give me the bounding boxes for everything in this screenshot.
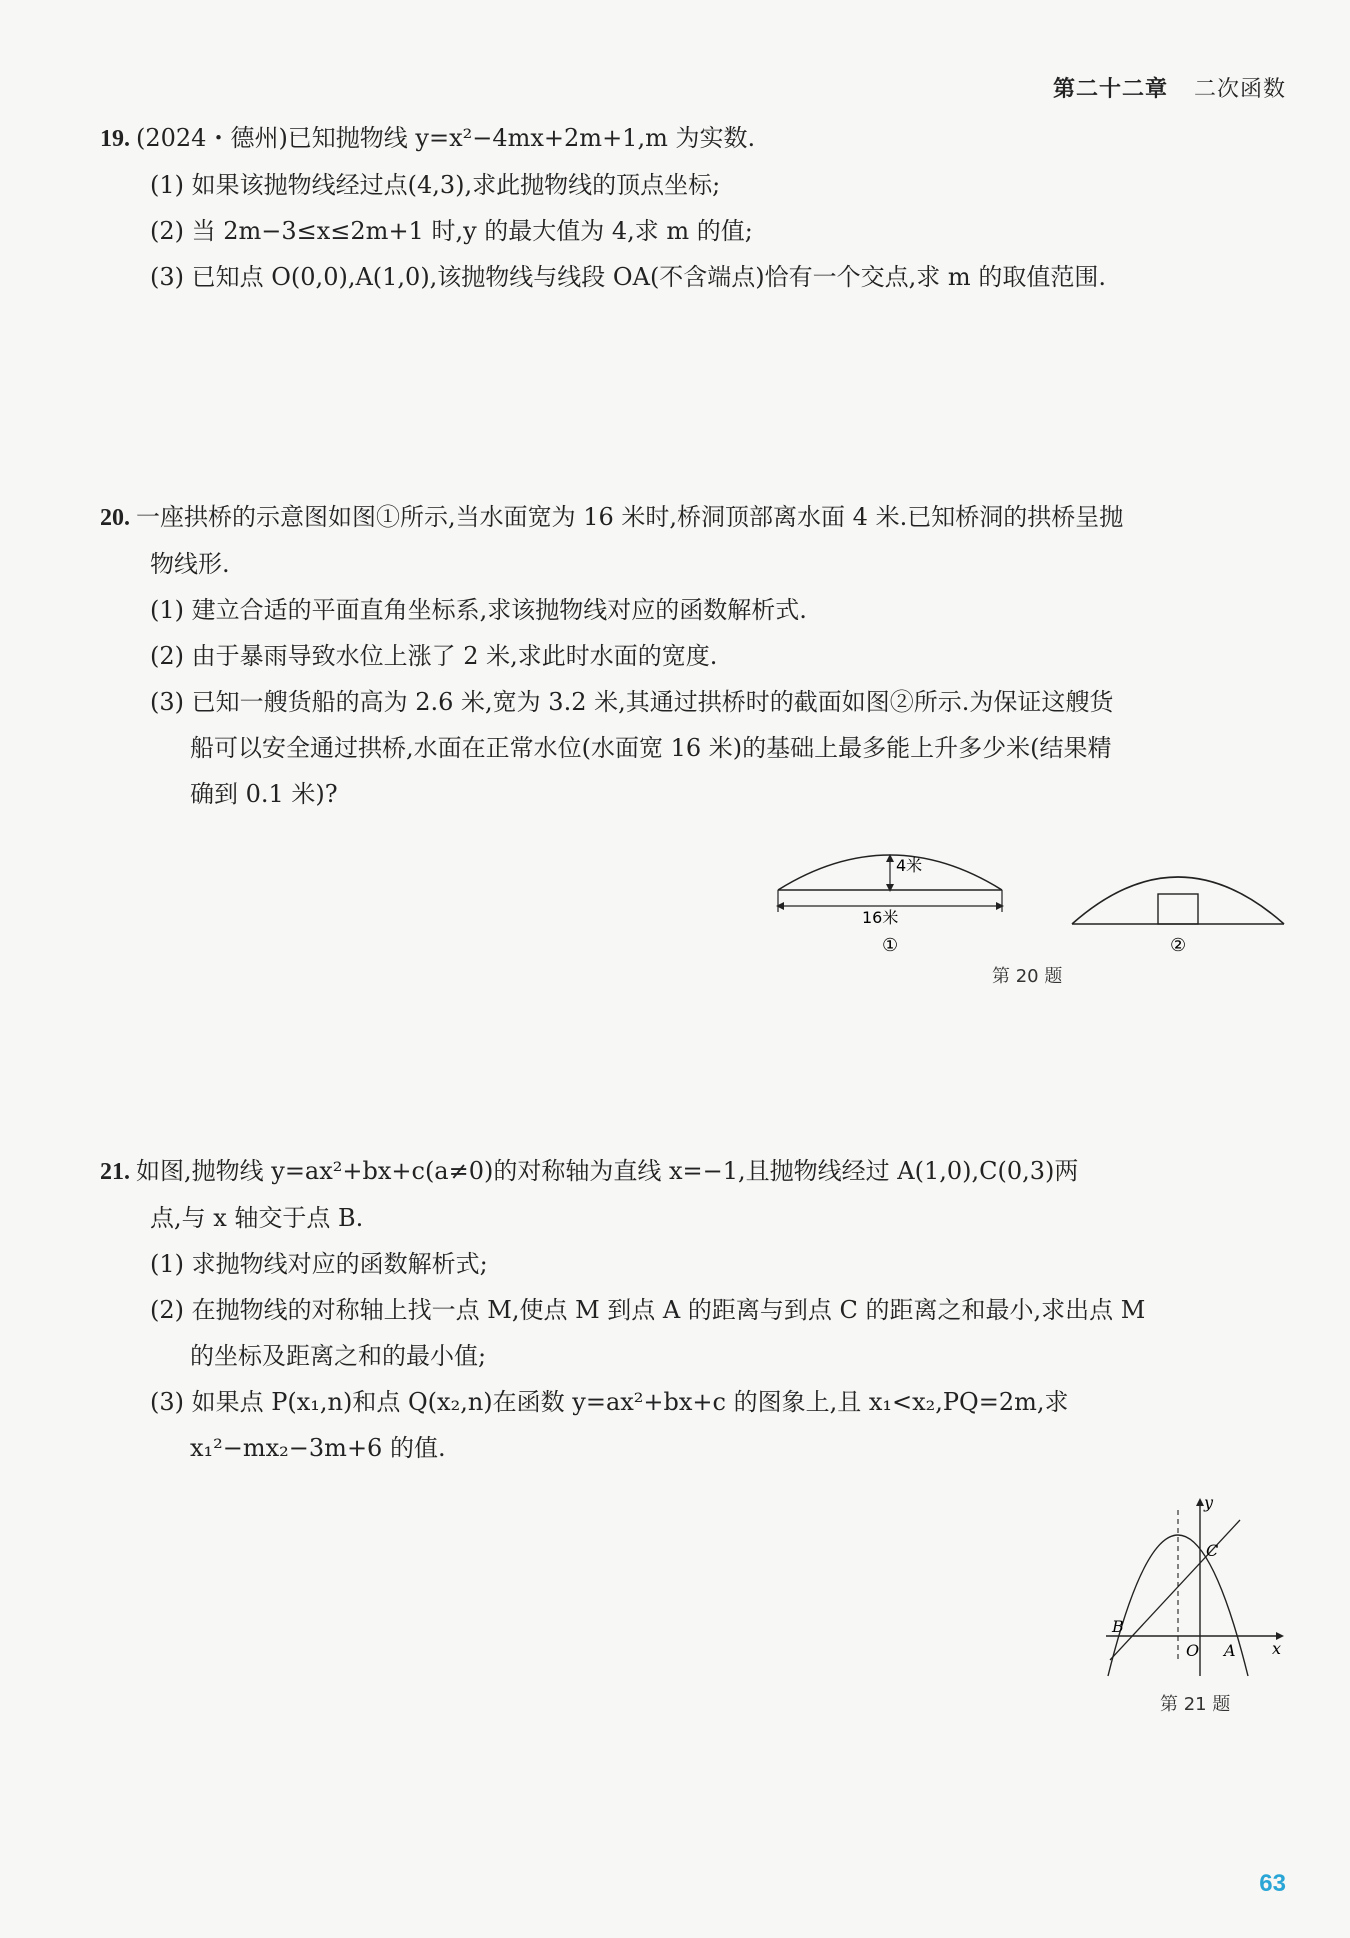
problem-20-q3-cont: 船可以安全通过拱桥,水面在正常水位(水面宽 16 米)的基础上最多能上升多少米(结果精 bbox=[190, 734, 1112, 762]
problem-21 bbox=[100, 1148, 1290, 1471]
problem-21-q1: (1) 求抛物线对应的函数解析式; bbox=[150, 1250, 488, 1278]
line-bc bbox=[1110, 1520, 1240, 1660]
problem-19-q1: (1) 如果该抛物线经过点(4,3),求此抛物线的顶点坐标; bbox=[150, 171, 721, 199]
boat-section bbox=[1158, 894, 1198, 924]
problem-number: 19. bbox=[100, 126, 130, 152]
stem-text: 如图,抛物线 y=ax²+bx+c(a≠0)的对称轴为直线 x=−1,且抛物线经过 A(1,0),C(0,3)两 bbox=[136, 1157, 1079, 1185]
problem-20-q1: (1) 建立合适的平面直角坐标系,求该抛物线对应的函数解析式. bbox=[150, 596, 807, 624]
problem-number: 21. bbox=[100, 1159, 130, 1185]
height-label: 4米 bbox=[896, 856, 923, 875]
stem-text: (2024・德州)已知抛物线 y=x²−4mx+2m+1,m 为实数. bbox=[136, 124, 756, 152]
figure-1-label: ① bbox=[882, 935, 899, 956]
problem-20-stem bbox=[100, 494, 1290, 541]
figure-2-label: ② bbox=[1170, 935, 1187, 956]
page-number: 63 bbox=[1259, 1870, 1286, 1897]
problem-21-stem-cont: 点,与 x 轴交于点 B. bbox=[150, 1204, 364, 1232]
problem-19-q3: (3) 已知点 O(0,0),A(1,0),该抛物线与线段 OA(不含端点)恰有一个交点,求 m 的取值范围. bbox=[150, 263, 1106, 291]
figure-20-caption: 第 20 题 bbox=[992, 966, 1063, 987]
point-a-label: A bbox=[1224, 1641, 1236, 1660]
point-b-label: B bbox=[1112, 1617, 1124, 1636]
problem-21-q3-cont: x₁²−mx₂−3m+6 的值. bbox=[190, 1434, 446, 1462]
problem-21-q2-cont: 的坐标及距离之和的最小值; bbox=[190, 1342, 487, 1370]
chapter-topic: 二次函数 bbox=[1193, 77, 1286, 102]
problem-number: 20. bbox=[100, 505, 130, 531]
stem-text: 一座拱桥的示意图如图①所示,当水面宽为 16 米时,桥洞顶部离水面 4 米.已知桥洞的拱桥呈抛 bbox=[136, 503, 1124, 531]
chapter-title: 第二十二章 bbox=[1052, 77, 1168, 102]
problem-20-q3-cont2: 确到 0.1 米)? bbox=[190, 780, 338, 808]
problem-20-stem-cont: 物线形. bbox=[150, 550, 230, 578]
figure-21-caption: 第 21 题 bbox=[1160, 1694, 1231, 1715]
bridge-arch-2 bbox=[1072, 877, 1284, 924]
problem-20-q3: (3) 已知一艘货船的高为 2.6 米,宽为 3.2 米,其通过拱桥时的截面如图②所示.为保证这艘货 bbox=[150, 688, 1114, 716]
problem-19 bbox=[100, 115, 1290, 300]
problem-21-q3: (3) 如果点 P(x₁,n)和点 Q(x₂,n)在函数 y=ax²+bx+c 的图象上,且 x₁<x₂,PQ=2m,求 bbox=[150, 1388, 1069, 1416]
width-label: 16米 bbox=[862, 908, 899, 927]
problem-20 bbox=[100, 494, 1290, 817]
problem-21-q2: (2) 在抛物线的对称轴上找一点 M,使点 M 到点 A 的距离与到点 C 的距离之和最小,求出点 M bbox=[150, 1296, 1146, 1324]
problem-19-stem bbox=[100, 115, 1290, 162]
point-o-label: O bbox=[1186, 1641, 1200, 1660]
axis-x-label: x bbox=[1272, 1639, 1282, 1658]
page-header bbox=[1053, 72, 1286, 103]
axis-y-label: y bbox=[1204, 1493, 1214, 1512]
figure-21 bbox=[1100, 1490, 1300, 1680]
problem-20-q2: (2) 由于暴雨导致水位上涨了 2 米,求此时水面的宽度. bbox=[150, 642, 718, 670]
figure-20 bbox=[760, 840, 1300, 960]
point-c-label: C bbox=[1206, 1541, 1219, 1560]
problem-21-stem bbox=[100, 1148, 1290, 1195]
problem-19-q2: (2) 当 2m−3≤x≤2m+1 时,y 的最大值为 4,求 m 的值; bbox=[150, 217, 753, 245]
